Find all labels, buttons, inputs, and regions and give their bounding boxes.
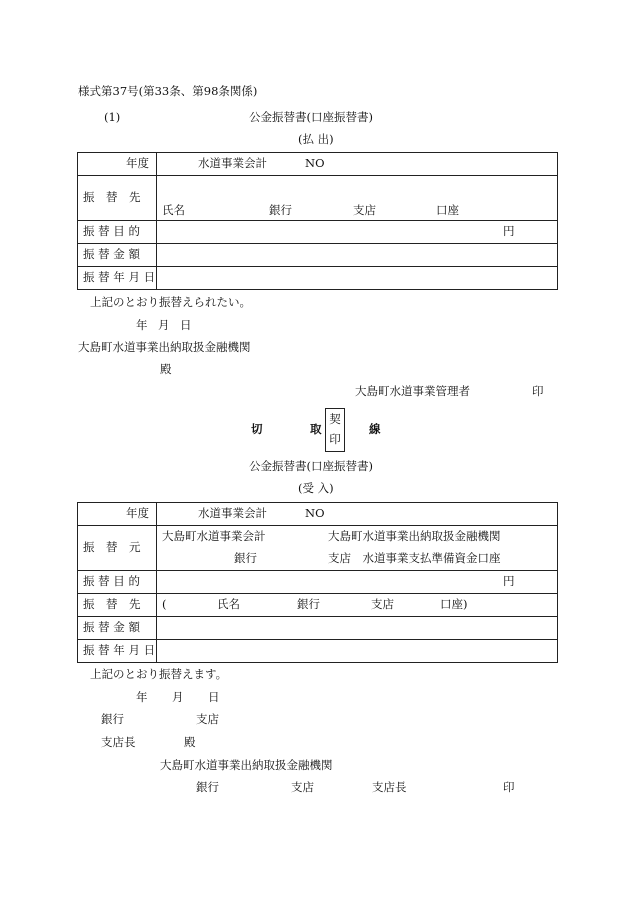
receipt-koza-label: 口座) [440, 597, 468, 611]
receipt-branch-label: 支店 [371, 597, 394, 611]
receipt-from-bank: 銀行 [234, 551, 257, 565]
payout-recipient: 大島町水道事業出納取扱金融機関 [78, 340, 251, 354]
receipt-date-year: 年 [136, 690, 148, 704]
receipt-sig-branch: 支店 [291, 780, 314, 794]
receipt-bank-label: 銀行 [297, 597, 320, 611]
payout-row-divider [77, 175, 557, 176]
receipt-amount-label: 振 替 金 額 [83, 620, 140, 634]
payout-name-label: 氏名 [162, 203, 185, 217]
payout-amount-label: 振 替 金 額 [83, 247, 140, 261]
receipt-from-branch-reserve: 支店 水道事業支払準備資金口座 [328, 551, 501, 565]
receipt-doc-title: 公金振替書(口座振替書) [249, 459, 373, 473]
receipt-sig-bank: 銀行 [196, 780, 219, 794]
receipt-row-divider [77, 525, 557, 526]
payout-bank-label: 銀行 [269, 203, 292, 217]
contract-seal-bottom: 印 [329, 432, 341, 446]
payout-koza-label: 口座 [436, 203, 459, 217]
payout-date-label: 振 替 年 月 日 [83, 270, 156, 284]
receipt-no-label: NO [305, 506, 325, 520]
receipt-purpose-label: 振 替 目 的 [83, 574, 140, 588]
payout-manager: 大島町水道事業管理者 [355, 384, 470, 398]
section-number: (1) [104, 110, 121, 124]
payout-dono: 殿 [160, 362, 172, 376]
receipt-row-divider [77, 639, 557, 640]
receipt-done-text: 上記のとおり振替えます。 [90, 667, 228, 681]
receipt-transfer-from-label: 振 替 元 [83, 540, 141, 554]
payout-row-divider [77, 220, 557, 221]
payout-no-label: NO [305, 156, 325, 170]
receipt-yen-unit: 円 [503, 574, 515, 588]
receipt-from-institution: 大島町水道事業出納取扱金融機関 [328, 529, 501, 543]
receipt-account-value: 水道事業会計 [198, 506, 267, 520]
receipt-branch-manager: 支店長 [101, 735, 136, 749]
contract-seal-top: 契 [329, 412, 341, 426]
payout-row-divider [77, 266, 557, 267]
receipt-date-label: 振 替 年 月 日 [83, 643, 156, 657]
payout-date-day: 日 [180, 318, 192, 332]
payout-subtitle: (払 出) [298, 132, 334, 146]
receipt-from-account: 大島町水道事業会計 [162, 529, 266, 543]
payout-doc-title: 公金振替書(口座振替書) [249, 110, 373, 124]
receipt-institution: 大島町水道事業出納取扱金融機関 [160, 758, 333, 772]
cut-line-tori: 取 [310, 422, 322, 436]
receipt-row-divider [77, 593, 557, 594]
contract-seal-box [325, 408, 345, 452]
payout-transfer-to-label: 振 替 先 [83, 190, 141, 204]
receipt-dono: 殿 [184, 735, 196, 749]
receipt-date-day: 日 [208, 690, 220, 704]
receipt-addr-bank: 銀行 [101, 712, 124, 726]
form-number: 様式第37号(第33条、第98条関係) [78, 84, 258, 98]
cut-line-kiri: 切 [251, 422, 263, 436]
payout-yen-unit: 円 [503, 224, 515, 238]
receipt-date-month: 月 [172, 690, 184, 704]
receipt-row-divider [77, 616, 557, 617]
payout-branch-label: 支店 [353, 203, 376, 217]
receipt-year-label: 年度 [126, 506, 149, 520]
payout-seal-mark: 印 [532, 384, 544, 398]
receipt-sig-manager: 支店長 [372, 780, 407, 794]
receipt-name-label: 氏名 [217, 597, 240, 611]
payout-request-text: 上記のとおり振替えられたい。 [90, 295, 251, 309]
receipt-col-divider [156, 502, 157, 662]
payout-date-month: 月 [158, 318, 170, 332]
receipt-addr-branch: 支店 [196, 712, 219, 726]
receipt-transfer-to-label: 振 替 先 [83, 597, 141, 611]
receipt-seal-mark: 印 [503, 780, 515, 794]
payout-row-divider [77, 243, 557, 244]
receipt-subtitle: (受 入) [298, 481, 334, 495]
payout-date-year: 年 [136, 318, 148, 332]
payout-year-label: 年度 [126, 156, 149, 170]
payout-purpose-label: 振 替 目 的 [83, 224, 140, 238]
payout-account-value: 水道事業会計 [198, 156, 267, 170]
cut-line-sen: 線 [369, 422, 381, 436]
receipt-row-divider [77, 570, 557, 571]
receipt-paren-open: ( [162, 597, 167, 611]
